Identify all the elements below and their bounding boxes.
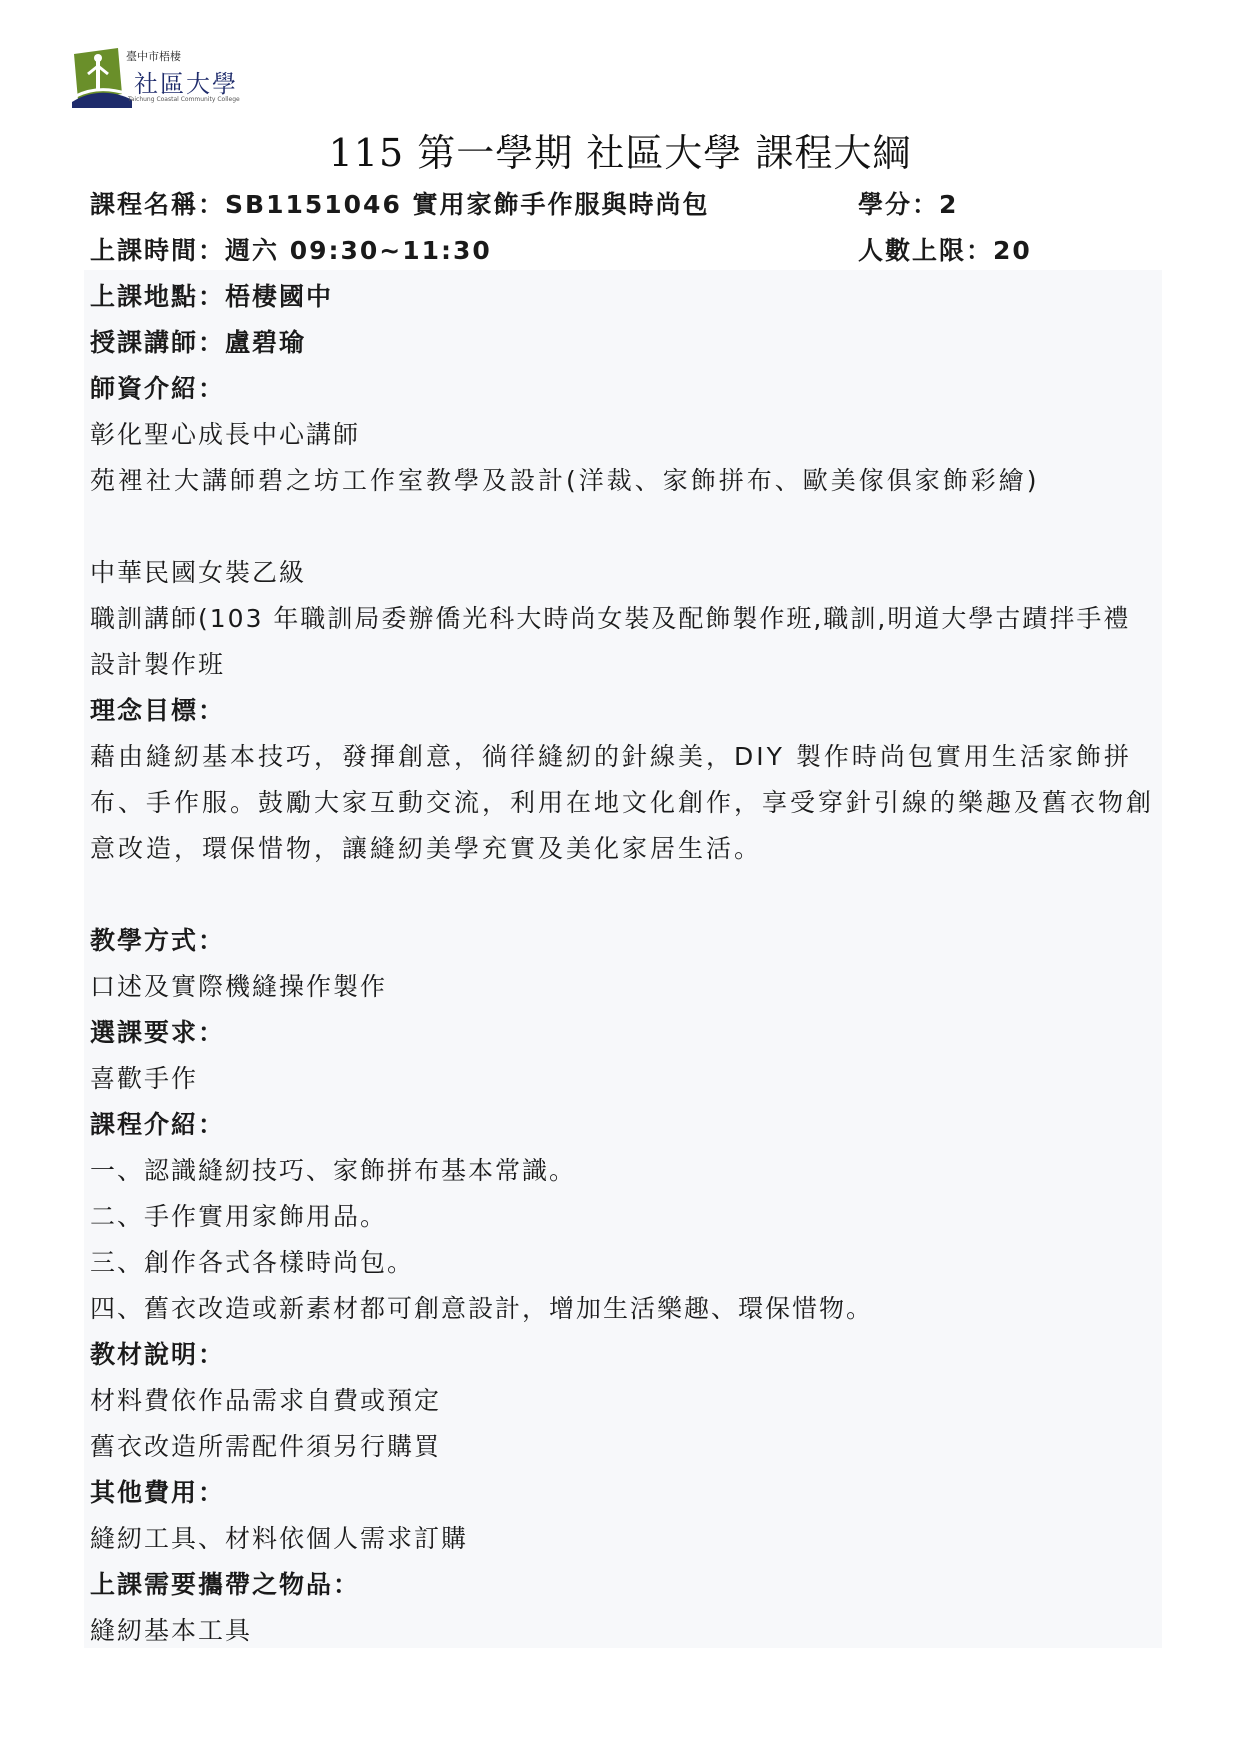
enrollment-limit-label: 人數上限： [858,236,994,265]
course-name-row [90,182,710,228]
requirement-text: 喜歡手作 [90,1064,199,1093]
teacher-row [90,320,306,366]
document-title: 115 第一學期 社區大學 課程大綱 [328,131,912,175]
location-row [90,274,333,320]
school-logo [70,44,270,108]
bio-line: 職訓講師(103 年職訓局委辦僑光科大時尚女裝及配飾製作班,職訓,明道大學古蹟拌手禮設計製作班 [90,604,1131,679]
bring-text: 縫紉基本工具 [90,1616,253,1645]
teacher-value: 盧碧瑜 [225,328,307,357]
location-value: 梧棲國中 [225,282,334,311]
fee-text: 縫紉工具、材料依個人需求訂購 [90,1524,469,1553]
credits-value: 2 [939,190,959,219]
method-heading: 教學方式： [90,926,226,955]
teacher-label: 授課講師： [90,328,226,357]
goal-heading: 理念目標： [90,696,226,725]
bio-line: 苑裡社大講師碧之坊工作室教學及設計(洋裁、家飾拼布、歐美傢俱家飾彩繪) [90,466,1040,495]
requirement-heading: 選課要求： [90,1018,226,1047]
goal-text: 藉由縫紉基本技巧，發揮創意，徜徉縫紉的針線美，DIY 製作時尚包實用生活家飾拼布、手作服。鼓勵大家互動交流，利用在地文化創作，享受穿針引線的樂趣及舊衣物創意改造，環保惜物，讓縫紉美學充實及美化家居生活。 [90,742,1155,863]
intro-item: 四、舊衣改造或新素材都可創意設計，增加生活樂趣、環保惜物。 [90,1294,874,1323]
material-line: 材料費依作品需求自費或預定 [90,1386,442,1415]
logo-english-text: Taichung Coastal Community College [128,96,240,103]
material-line: 舊衣改造所需配件須另行購買 [90,1432,442,1461]
intro-item: 一、認識縫紉技巧、家飾拼布基本常識。 [90,1156,577,1185]
intro-item: 三、創作各式各樣時尚包。 [90,1248,415,1277]
intro-item: 二、手作實用家飾用品。 [90,1202,388,1231]
enrollment-limit-row [858,228,1032,274]
course-name-value: SB1151046 實用家飾手作服與時尚包 [225,190,710,219]
bio-line: 彰化聖心成長中心講師 [90,420,361,449]
method-text: 口述及實際機縫操作製作 [90,972,388,1001]
logo-city-text: 臺中市梧棲 [126,50,181,63]
location-label: 上課地點： [90,282,226,311]
credits-label: 學分： [858,190,940,219]
logo-emblem-icon [70,44,134,108]
fee-heading: 其他費用： [90,1478,226,1507]
class-time-value: 週六 09:30~11:30 [225,236,492,265]
intro-heading: 課程介紹： [90,1110,226,1139]
class-time-label: 上課時間： [90,236,226,265]
credits-row [858,182,958,228]
bio-heading: 師資介紹： [90,374,226,403]
bring-heading: 上課需要攜帶之物品： [90,1570,361,1599]
logo-name-text: 社區大學 [134,70,238,98]
course-name-label: 課程名稱： [90,190,226,219]
material-heading: 教材說明： [90,1340,226,1369]
bio-line: 中華民國女裝乙級 [90,558,307,587]
enrollment-limit-value: 20 [993,236,1032,265]
class-time-row [90,228,492,274]
